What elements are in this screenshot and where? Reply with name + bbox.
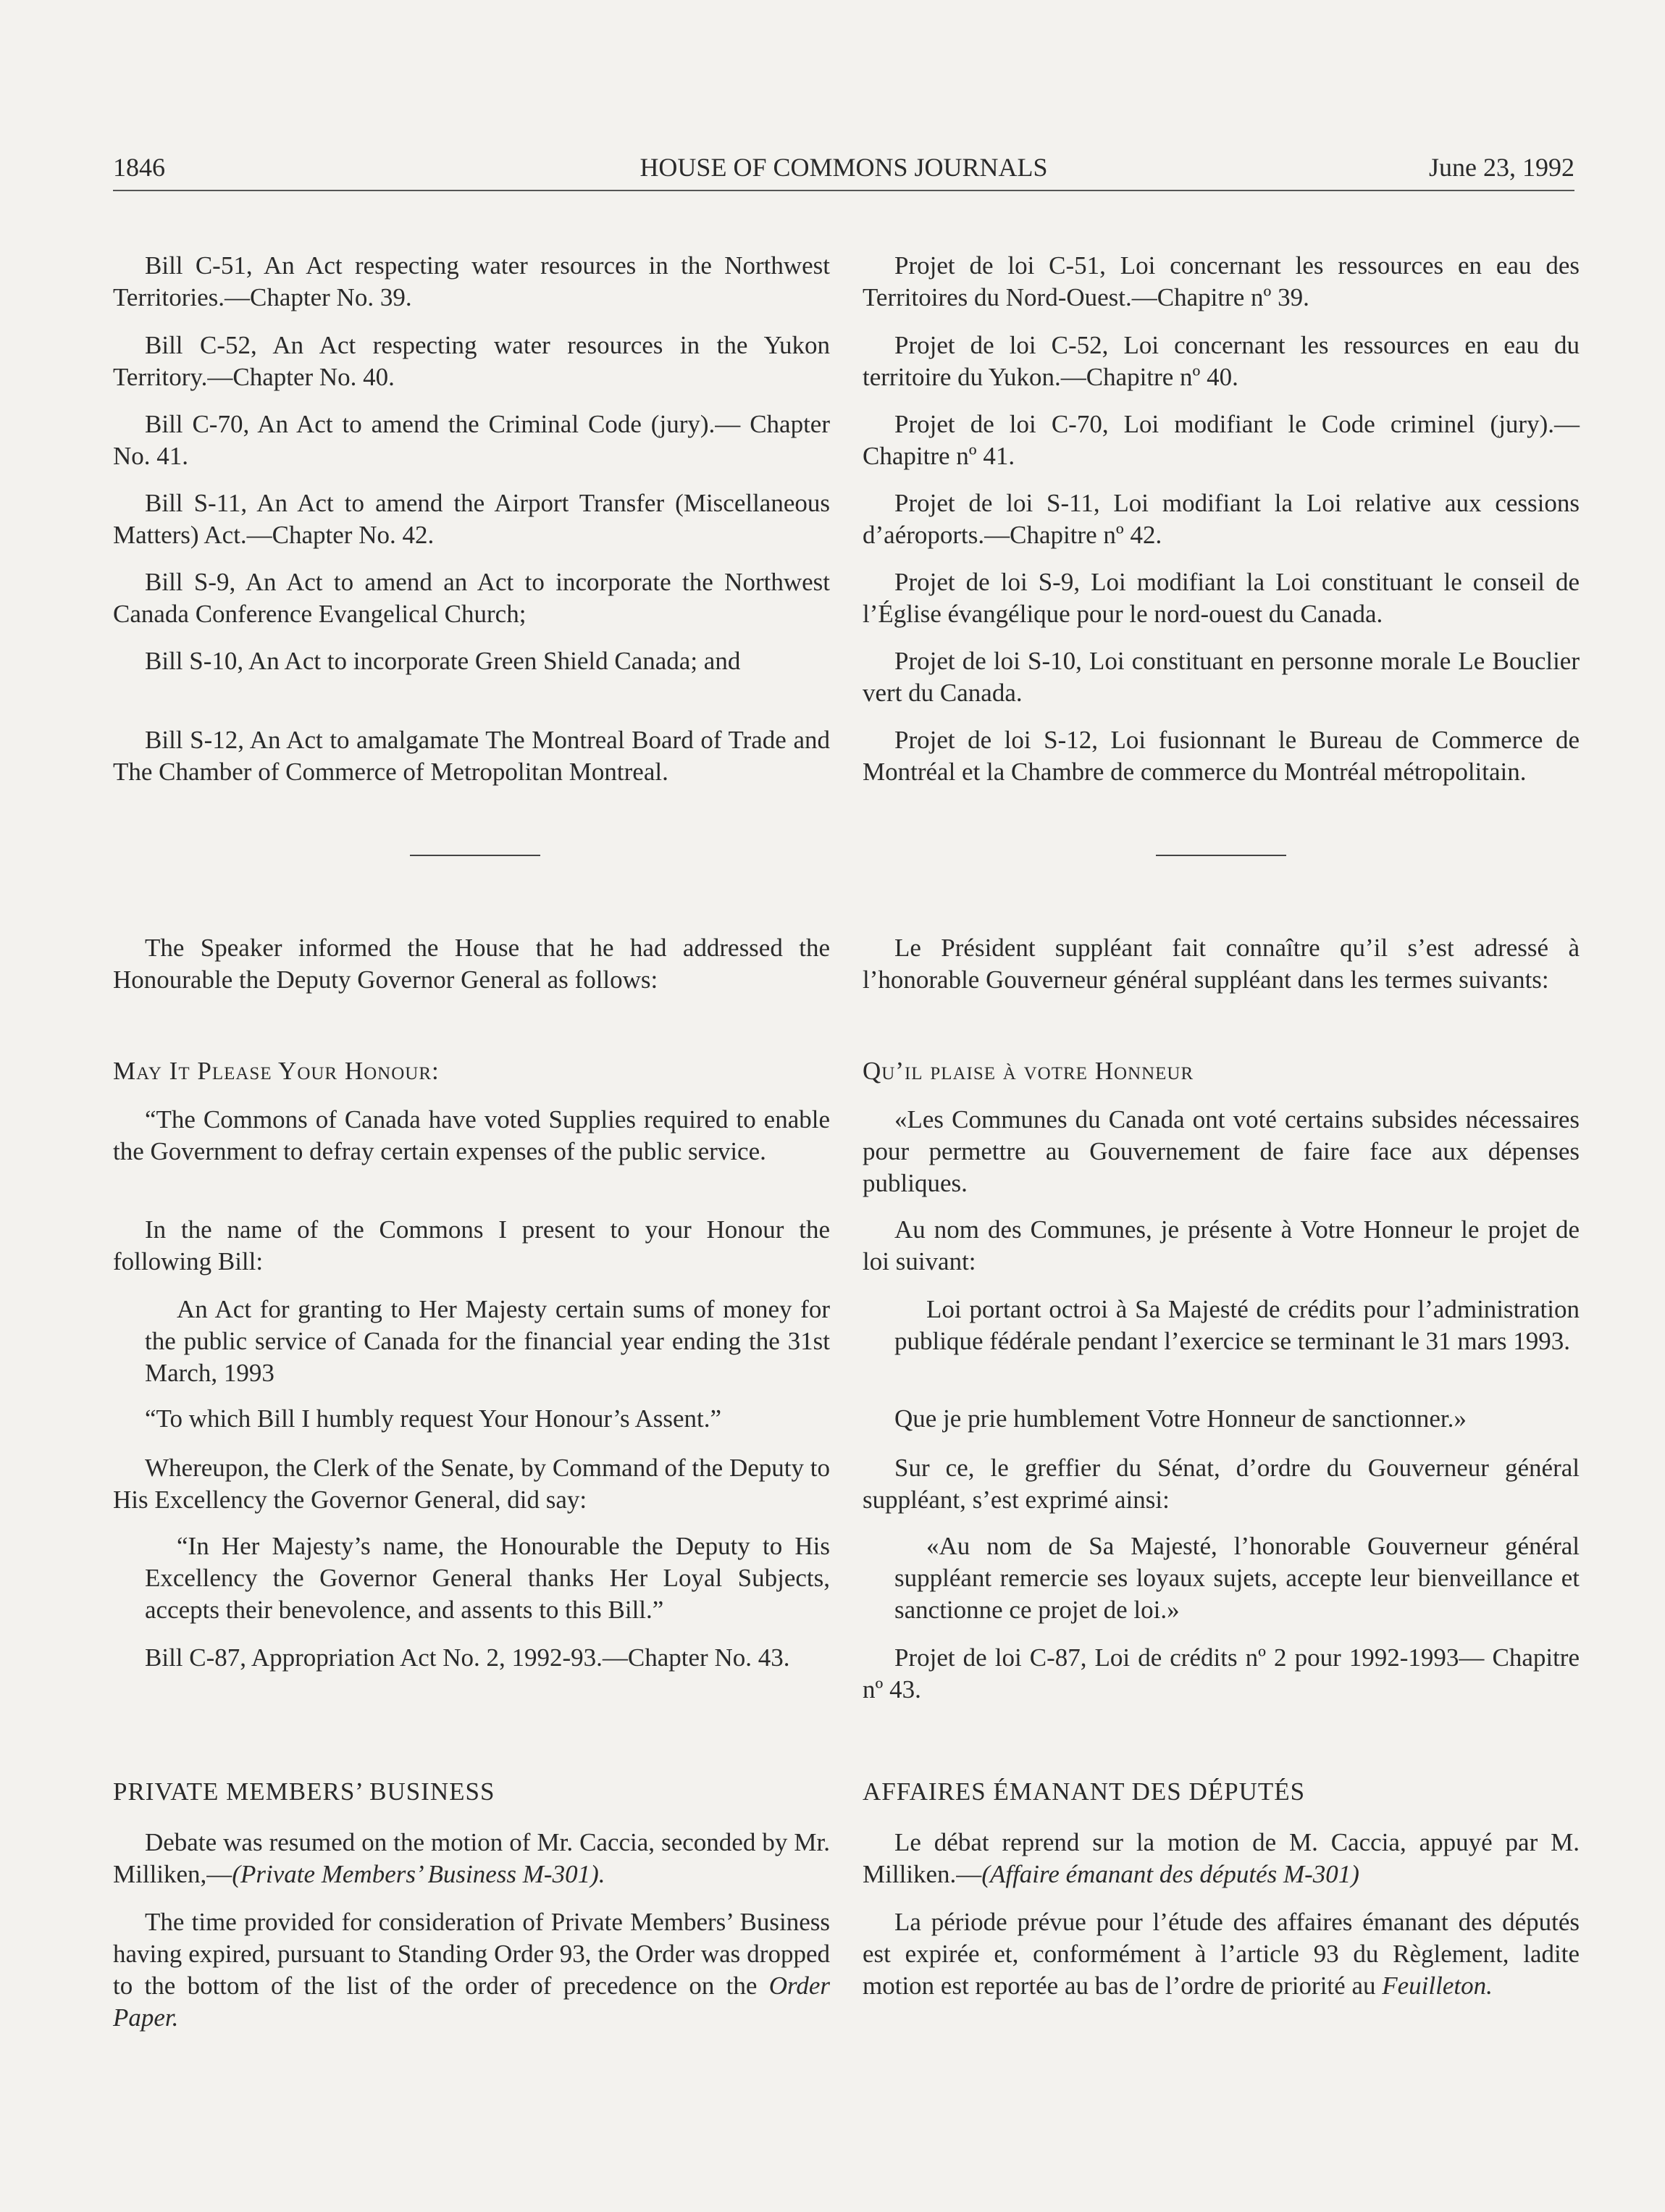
bill-c51-paragraph: Bill C-51, An Act respecting water resources in the Northwest Territories.—Chapter No. 39. [113, 251, 830, 311]
journal-date: June 23, 1992 [1429, 153, 1574, 182]
bill-c51-paragraph: Projet de loi C-51, Loi concernant les ressources en eau des Territoires du Nord-Ouest.—Chapitre nº 39. [863, 251, 1580, 311]
royal-assent-paragraph: “In Her Majesty’s name, the Honourable the Deputy to His Excellency the Governor General thanks Her Loyal Subjects, accepts their benevolence, and assents to this Bill.” [145, 1532, 830, 1624]
act-granting-paragraph: An Act for granting to Her Majesty certain sums of money for the public service of Canada for the financial year ending the 31st March, 1993 [145, 1295, 830, 1387]
bill-c87-paragraph: Bill C-87, Appropriation Act No. 2, 1992-93.—Chapter No. 43. [145, 1643, 790, 1672]
time-provided-text: La période prévue pour l’étude des affaires émanant des députés est expirée et, conformément à l’article 93 du Règlement, ladite motion est reportée au bas de l’ordre de priorité au [863, 1908, 1580, 2000]
time-provided-paragraph [113, 1906, 830, 2034]
debate-resumed-paragraph [863, 1827, 1580, 1890]
section-heading: PRIVATE MEMBERS’ BUSINESS [113, 1777, 495, 1806]
section-heading: AFFAIRES ÉMANANT DES DÉPUTÉS [863, 1777, 1306, 1806]
commons-voted-paragraph: “The Commons of Canada have voted Supplies required to enable the Government to defray certain expenses of the public service. [113, 1105, 830, 1165]
bill-s12-paragraph: Projet de loi S-12, Loi fusionnant le Bureau de Commerce de Montréal et la Chambre de commerce du Montréal métropolitain. [863, 726, 1580, 786]
journal-title: HOUSE OF COMMONS JOURNALS [639, 153, 1048, 182]
section-divider [1156, 855, 1286, 856]
bill-s9-paragraph: Bill S-9, An Act to amend an Act to incorporate the Northwest Canada Conference Evangelical Church; [113, 568, 830, 628]
bill-c70-paragraph: Bill C-70, An Act to amend the Criminal Code (jury).— Chapter No. 41. [113, 410, 830, 470]
section-divider [410, 855, 540, 856]
time-provided-text: The time provided for consideration of Private Members’ Business having expired, pursuant to Standing Order 93, the Order was dropped to the bottom of the list of the order of precedence on the [113, 1908, 830, 2000]
page-number: 1846 [113, 153, 165, 182]
to-which-bill-paragraph: Que je prie humblement Votre Honneur de sanctionner.» [894, 1404, 1467, 1433]
bill-s11-paragraph: Projet de loi S-11, Loi modifiant la Loi relative aux cessions d’aéroports.—Chapitre nº 42. [863, 489, 1580, 549]
bill-c52-paragraph: Projet de loi C-52, Loi concernant les ressources en eau du territoire du Yukon.—Chapitre nº 40. [863, 331, 1580, 391]
in-the-name-paragraph: In the name of the Commons I present to your Honour the following Bill: [113, 1215, 830, 1275]
bill-s9-paragraph: Projet de loi S-9, Loi modifiant la Loi constituant le conseil de l’Église évangélique pour le nord-ouest du Canada. [863, 568, 1580, 628]
time-provided-paragraph [863, 1906, 1580, 2002]
debate-resumed-reference: (Affaire émanant des députés M-301) [981, 1860, 1359, 1888]
act-granting-paragraph: Loi portant octroi à Sa Majesté de crédits pour l’administration publique fédérale pendant l’exercice se terminant le 31 mars 1993. [894, 1295, 1580, 1355]
feuilleton-emphasis: Feuilleton. [1382, 1972, 1493, 2000]
royal-assent-paragraph: «Au nom de Sa Majesté, l’honorable Gouverneur général suppléant remercie ses loyaux sujets, accepte leur bienveillance et sanctionne ce projet de loi.» [894, 1532, 1580, 1624]
debate-resumed-text: Le débat reprend sur la motion de M. Caccia, appuyé par M. Milliken.— [863, 1828, 1580, 1888]
to-which-bill-paragraph: “To which Bill I humbly request Your Honour’s Assent.” [145, 1404, 722, 1433]
whereupon-paragraph: Whereupon, the Clerk of the Senate, by Command of the Deputy to His Excellency the Governor General, did say: [113, 1454, 830, 1514]
bill-c87-paragraph: Projet de loi C-87, Loi de crédits nº 2 pour 1992-1993— Chapitre nº 43. [863, 1643, 1580, 1704]
bill-s12-paragraph: Bill S-12, An Act to amalgamate The Montreal Board of Trade and The Chamber of Commerce of Metropolitan Montreal. [113, 726, 830, 786]
debate-resumed-text: Debate was resumed on the motion of Mr. Caccia, seconded by Mr. Milliken,— [113, 1828, 830, 1888]
bill-s11-paragraph: Bill S-11, An Act to amend the Airport Transfer (Miscellaneous Matters) Act.—Chapter No. 42. [113, 489, 830, 549]
debate-resumed-paragraph [113, 1827, 830, 1890]
bill-s10-paragraph: Projet de loi S-10, Loi constituant en personne morale Le Bouclier vert du Canada. [863, 647, 1580, 707]
bill-s10-paragraph: Bill S-10, An Act to incorporate Green Shield Canada; and [145, 647, 741, 675]
whereupon-paragraph: Sur ce, le greffier du Sénat, d’ordre du Gouverneur général suppléant, s’est exprimé ainsi: [863, 1454, 1580, 1514]
speaker-informed-paragraph: The Speaker informed the House that he had addressed the Honourable the Deputy Governor General as follows: [113, 934, 830, 994]
salutation: Qu’il plaise à votre Honneur [863, 1057, 1194, 1085]
debate-resumed-reference: (Private Members’ Business M-301). [232, 1860, 605, 1888]
running-head [113, 152, 1574, 191]
bill-c52-paragraph: Bill C-52, An Act respecting water resources in the Yukon Territory.—Chapter No. 40. [113, 331, 830, 391]
in-the-name-paragraph: Au nom des Communes, je présente à Votre Honneur le projet de loi suivant: [863, 1215, 1580, 1275]
order-paper-emphasis: Order Paper. [113, 1972, 830, 2032]
salutation: May It Please Your Honour: [113, 1057, 440, 1085]
commons-voted-paragraph: «Les Communes du Canada ont voté certains subsides nécessaires pour permettre au Gouvernement de faire face aux dépenses publiques. [863, 1105, 1580, 1197]
bill-c70-paragraph: Projet de loi C-70, Loi modifiant le Code criminel (jury).—Chapitre nº 41. [863, 410, 1580, 470]
speaker-informed-paragraph: Le Président suppléant fait connaître qu’il s’est adressé à l’honorable Gouverneur général suppléant dans les termes suivants: [863, 934, 1580, 994]
